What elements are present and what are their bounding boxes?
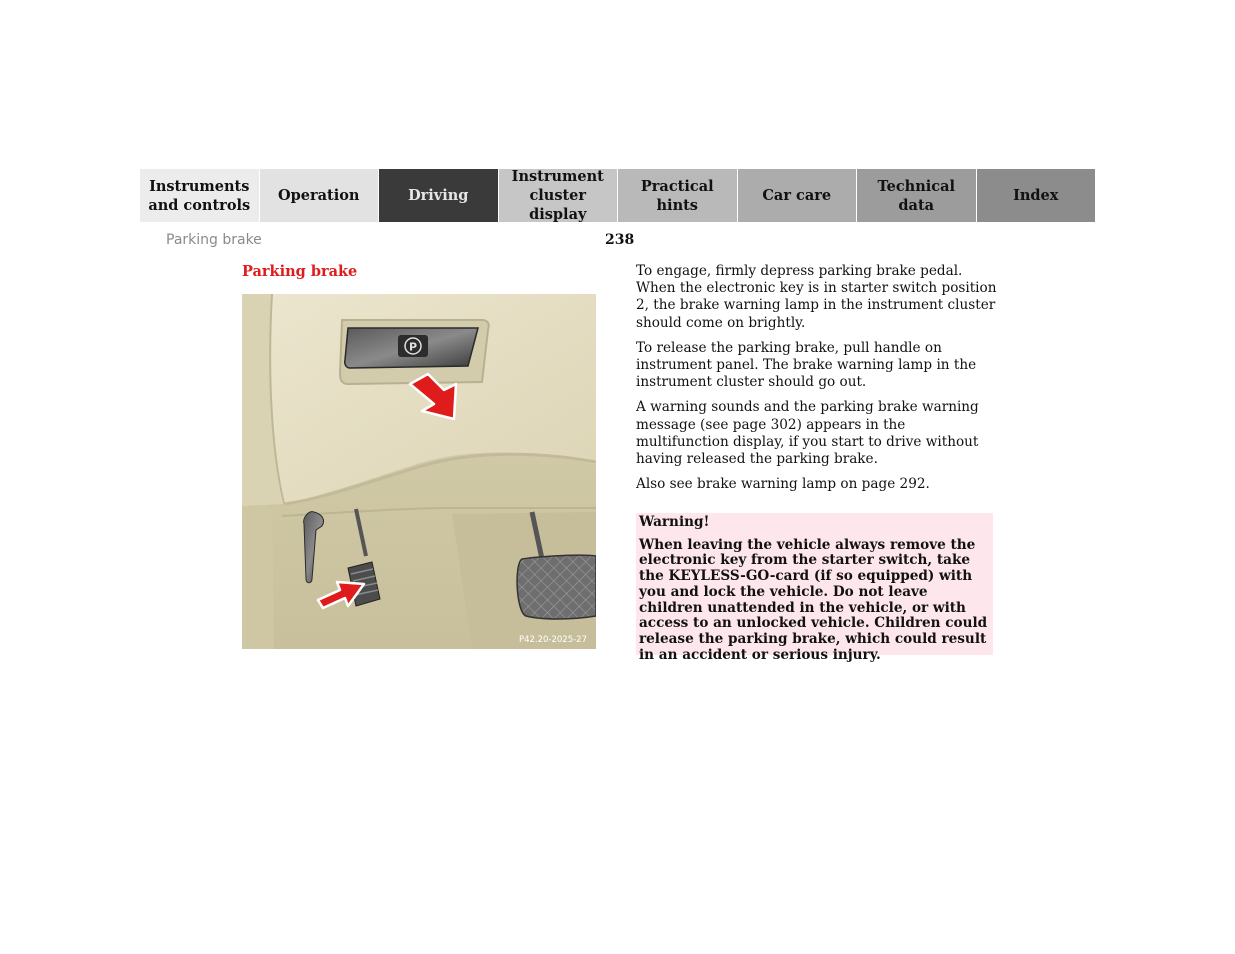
- brake-pedal: [517, 555, 596, 619]
- page-heading: Parking brake: [242, 263, 358, 280]
- tab-label: Car care: [762, 187, 832, 204]
- paragraph-see-also: Also see brake warning lamp on page 292.: [636, 476, 930, 493]
- tab-label: Operation: [278, 187, 360, 204]
- tab-instruments-and-controls[interactable]: [140, 169, 260, 222]
- tab-car-care[interactable]: [738, 169, 858, 222]
- tab-label: Driving: [408, 187, 469, 204]
- tab-technical-data[interactable]: [857, 169, 977, 222]
- parking-symbol-letter: P: [408, 340, 418, 354]
- tab-label: Index: [1013, 187, 1059, 204]
- warning-box: [636, 513, 993, 663]
- warning-title: Warning!: [639, 514, 710, 530]
- tab-index[interactable]: [977, 169, 1096, 222]
- chapter-nav: [140, 169, 1095, 222]
- paragraph-engage: To engage, firmly depress parking brake pedal. When the electronic key is in starter switch position 2, the brake warning lamp in the instrument cluster should come on brightly.: [636, 263, 997, 331]
- instructions-text: [636, 263, 998, 501]
- tab-label: Practical hints: [640, 177, 714, 214]
- section-title: Parking brake: [166, 232, 262, 248]
- warning-text: When leaving the vehicle always remove the electronic key from the starter switch, take the KEYLESS-GO-card (if so equipped) with you and lock the vehicle. Do not leave children unattended in the vehicle, or with access to an unlocked vehicle. Children could release the parking brake, which could result in an accident or serious injury.: [639, 536, 988, 663]
- parking-brake-illustration: [242, 294, 596, 649]
- page-number: 238: [605, 232, 635, 248]
- figure-caption: P42.20-2025-27: [518, 635, 587, 645]
- tab-instrument-cluster-display[interactable]: [499, 169, 619, 222]
- tab-operation[interactable]: [260, 169, 380, 222]
- tab-label: Instrument cluster display: [511, 168, 604, 223]
- tab-label: Instruments and controls: [148, 177, 251, 214]
- paragraph-release: To release the parking brake, pull handle on instrument panel. The brake warning lamp in the instrument cluster should go out.: [636, 339, 977, 391]
- tab-practical-hints[interactable]: [618, 169, 738, 222]
- tab-label: Technical data: [877, 177, 955, 214]
- paragraph-warning-sound: A warning sounds and the parking brake warning message (see page 302) appears in the multifunction display, if you start to drive without having released the parking brake.: [636, 399, 979, 468]
- tab-driving[interactable]: [379, 169, 499, 222]
